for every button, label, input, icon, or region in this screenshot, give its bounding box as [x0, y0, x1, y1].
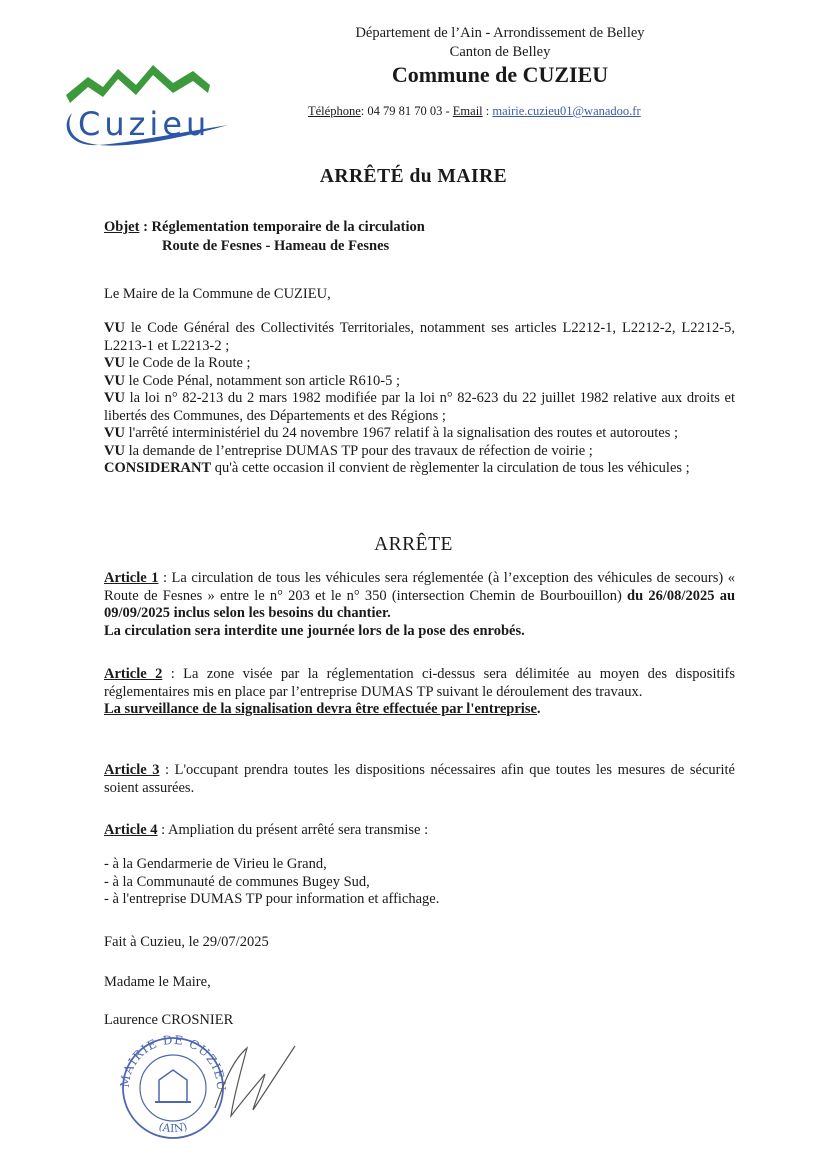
vu-item: VU le Code de la Route ;: [104, 355, 251, 371]
article-2-label: Article 2: [104, 666, 163, 682]
svg-text:(AIN): [157, 1120, 189, 1135]
article-1: Article 1 : La circulation de tous les véhicules sera réglementée (à l’exception des véhicules de secours) « Route de Fesnes » entre le n° 203 et le n° 350 (intersection Chemin de Bourbouillon) du 26/08/2025 au 09/09/2025 inclus selon les besoins du chantier. La circulation sera interdite une journée lors de la pose des enrobés.: [104, 570, 736, 639]
contact-line: Téléphone: 04 79 81 70 03 - Email : mairie.cuzieu01@wanadoo.fr: [308, 104, 641, 118]
list-item: - à la Gendarmerie de Virieu le Grand,: [104, 856, 327, 872]
logo-text: Cuzieu: [78, 105, 211, 143]
distribution-list: [104, 856, 735, 909]
email-label: Email: [452, 104, 483, 118]
svg-text:MAIRIE DE CUZIEU: [118, 1033, 229, 1092]
objet-line1: Réglementation temporaire de la circulation: [151, 219, 425, 235]
stamp-bottom-text: (AIN): [157, 1119, 189, 1136]
phone-number: : 04 79 81 70 03 -: [360, 104, 453, 118]
article-4: Article 4 : Ampliation du présent arrêté sera transmise :: [104, 822, 429, 838]
article-3-label: Article 3: [104, 762, 160, 778]
page-title: ARRÊTÉ du MAIRE: [319, 166, 508, 187]
vu-item: VU l'arrêté interministériel du 24 novembre 1967 relatif à la signalisation des routes et autoroutes ;: [104, 425, 678, 441]
objet-block: Objet : Réglementation temporaire de la circulation Route de Fesnes - Hameau de Fesnes: [104, 219, 425, 254]
vu-item: VU la demande de l’entreprise DUMAS TP pour des travaux de réfection de voirie ;: [104, 442, 593, 459]
phone-label: Téléphone: [308, 104, 361, 118]
vu-item: VU le Code Général des Collectivités Territoriales, notamment ses articles L2212-1, L2212-2, L2212-5, L2213-1 et L2213-2 ;: [104, 320, 735, 354]
intro-text: Le Maire de la Commune de CUZIEU,: [104, 286, 331, 302]
canton-line: Canton de Belley: [449, 44, 551, 60]
commune-name: Commune de CUZIEU: [391, 62, 609, 87]
article-3: Article 3 : L'occupant prendra toutes les dispositions nécessaires afin que toutes les mesures de sécurité soient assurées.: [104, 762, 735, 796]
article-2-note: La surveillance de la signalisation devra être effectuée par l'entreprise: [104, 701, 537, 717]
signatory-name: Laurence CROSNIER: [104, 1012, 234, 1028]
date-place: Fait à Cuzieu, le 29/07/2025: [104, 934, 269, 950]
article-2: Article 2 : La zone visée par la réglementation ci-dessus sera délimitée au moyen des dispositifs réglementaires mis en place par l’entreprise DUMAS TP suivant le déroulement des travaux. La surveillance de la signalisation devra être effectuée par l'entreprise.: [104, 666, 735, 717]
list-item: - à l'entreprise DUMAS TP pour information et affichage.: [104, 891, 440, 907]
mairie-stamp: [118, 1033, 229, 1138]
list-item: - à la Communauté de communes Bugey Sud,: [104, 873, 370, 890]
arrete-heading: ARRÊTE: [374, 534, 453, 555]
article-1-label: Article 1: [104, 570, 159, 586]
article-4-label: Article 4: [104, 822, 158, 838]
article-1-note: La circulation sera interdite une journée lors de la pose des enrobés.: [104, 622, 525, 639]
commune-logo: [58, 55, 238, 150]
stamp-signature: [115, 1030, 305, 1142]
considerations-block: [104, 320, 735, 478]
objet-line2: Route de Fesnes - Hameau de Fesnes: [162, 238, 390, 254]
email-link[interactable]: mairie.cuzieu01@wanadoo.fr: [492, 104, 641, 118]
vu-item: VU la loi n° 82-213 du 2 mars 1982 modifiée par la loi n° 82-623 du 22 juillet 1982 relative aux droits et libertés des Communes, des Départements et des Régions ;: [104, 390, 735, 424]
stamp-top-text: MAIRIE DE CUZIEU: [117, 1032, 229, 1092]
objet-label: Objet: [104, 219, 140, 235]
vu-item: VU le Code Pénal, notamment son article R610-5 ;: [104, 372, 400, 389]
department-line: Département de l’Ain - Arrondissement de Belley: [355, 25, 645, 41]
considerant-item: CONSIDERANT qu'à cette occasion il convient de règlementer la circulation de tous les véhicules ;: [104, 460, 690, 476]
signatory-role: Madame le Maire,: [104, 974, 211, 990]
